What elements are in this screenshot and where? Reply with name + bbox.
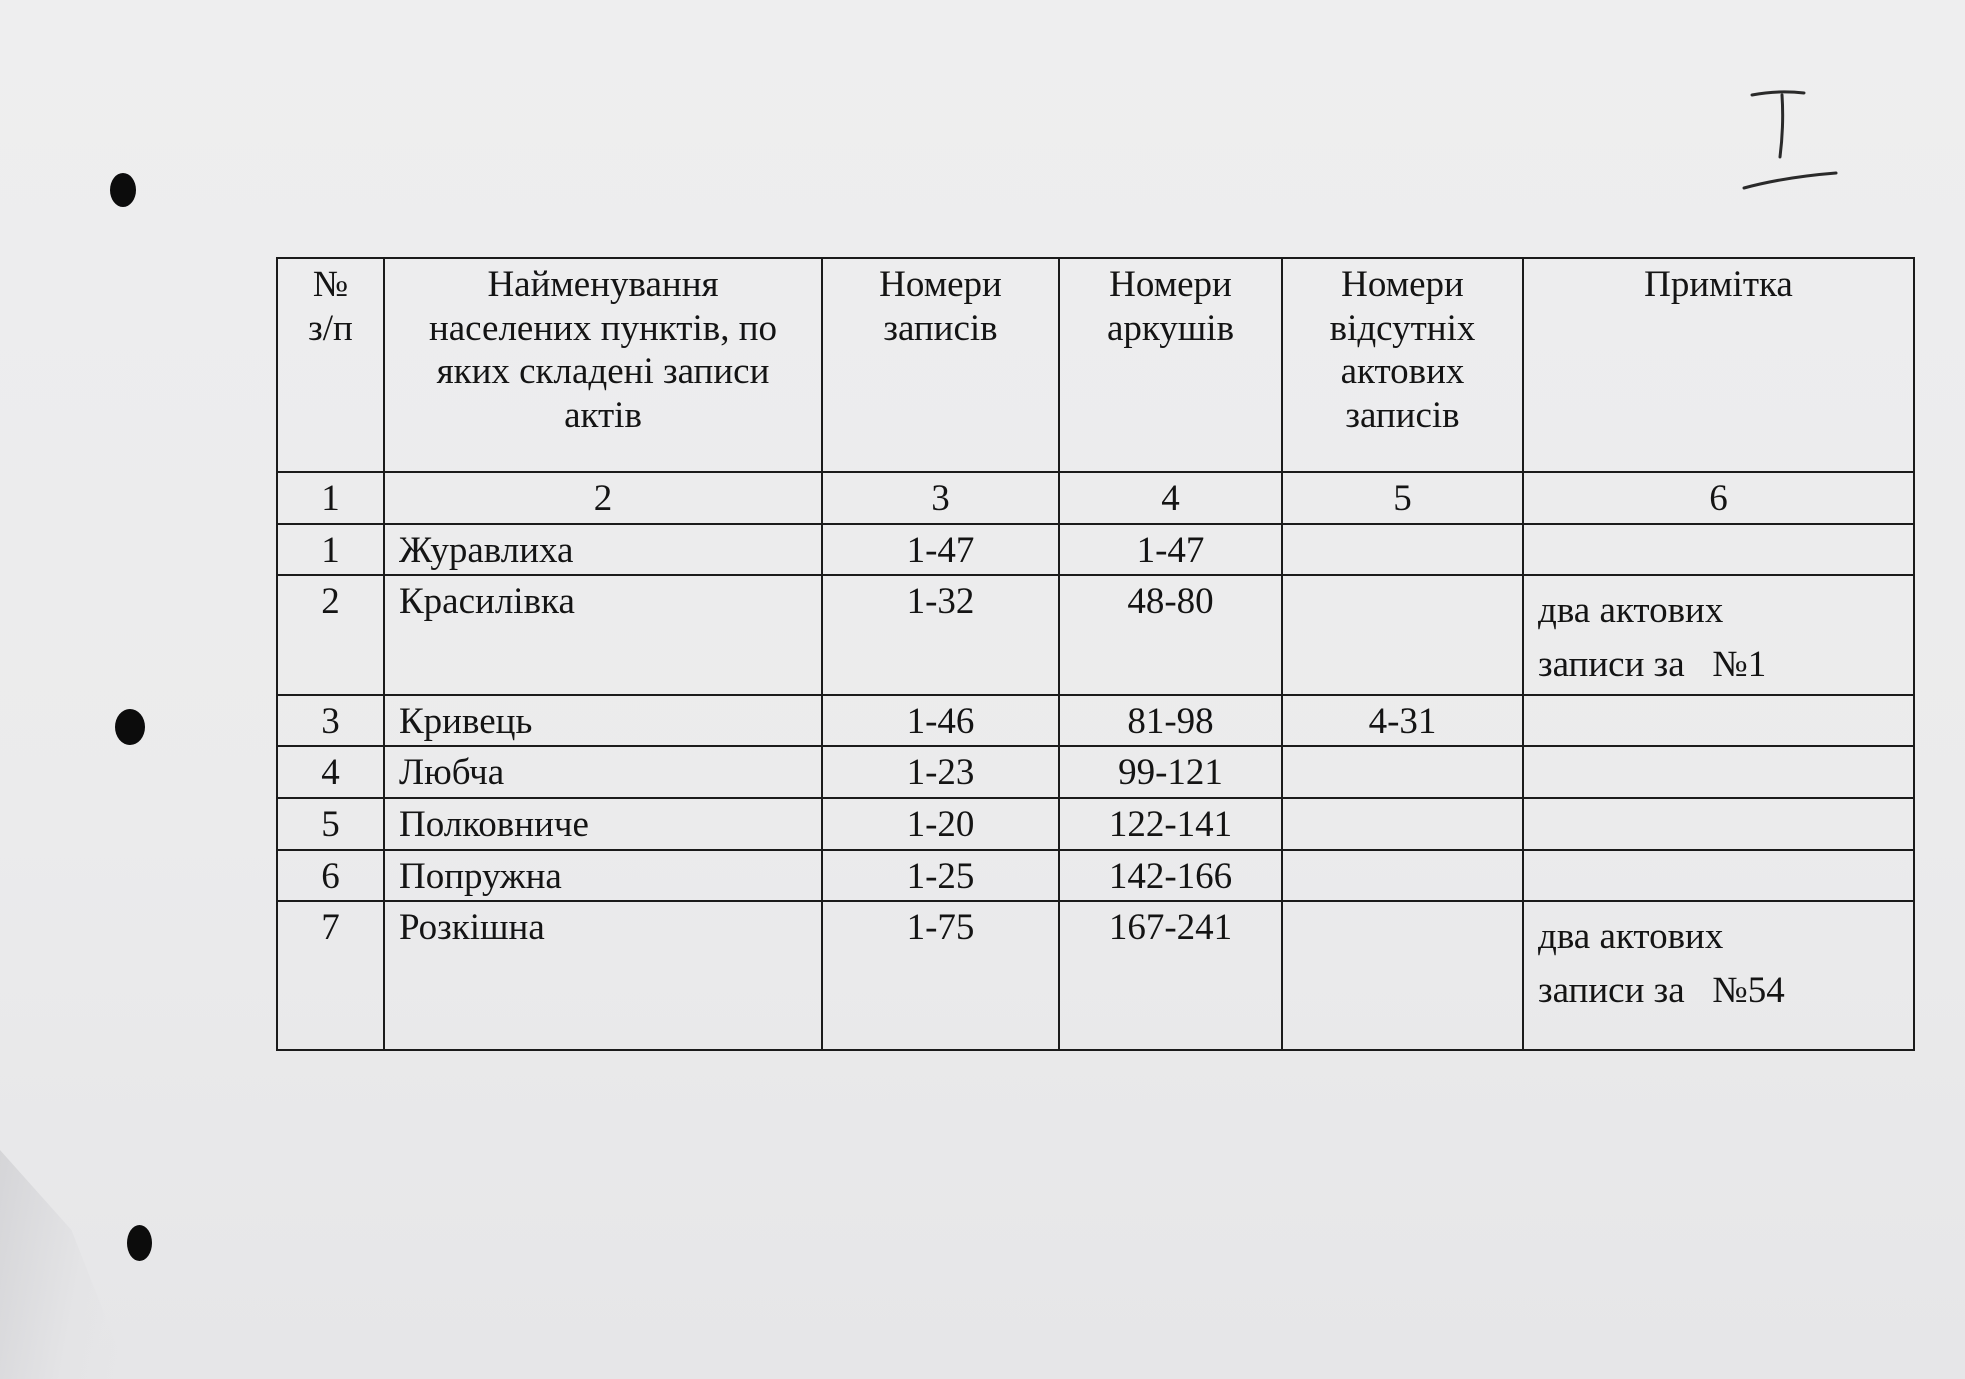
missing-records — [1282, 746, 1523, 798]
note-line-1: два актових — [1538, 590, 1724, 632]
settlement-name: Кривець — [384, 695, 822, 747]
header-record-numbers: Номери записів — [822, 258, 1059, 472]
record-numbers: 1-23 — [822, 746, 1059, 798]
handwritten-roman-numeral-icon — [1740, 85, 1840, 195]
record-numbers: 1-47 — [822, 524, 1059, 576]
header-note: Примітка — [1523, 258, 1914, 472]
column-index-6: 6 — [1523, 472, 1914, 524]
row-number: 2 — [277, 575, 384, 694]
settlement-name: Розкішна — [384, 901, 822, 1050]
sheet-numbers: 48-80 — [1059, 575, 1282, 694]
sheet-numbers: 167-241 — [1059, 901, 1282, 1050]
sheet-numbers: 1-47 — [1059, 524, 1282, 576]
header-settlement-name: Найменування населених пунктів, по яких складені записи актів — [384, 258, 822, 472]
column-index-4: 4 — [1059, 472, 1282, 524]
header-missing-records: Номери відсутніх актових записів — [1282, 258, 1523, 472]
note-cell — [1523, 695, 1914, 747]
column-index-2: 2 — [384, 472, 822, 524]
sheet-numbers: 81-98 — [1059, 695, 1282, 747]
table-row — [277, 695, 1914, 747]
missing-records — [1282, 850, 1523, 902]
missing-records — [1282, 575, 1523, 694]
header-row — [277, 258, 1914, 472]
header-sheet-numbers: Номери аркушів — [1059, 258, 1282, 472]
settlement-name: Попружна — [384, 850, 822, 902]
table-row — [277, 850, 1914, 902]
record-numbers: 1-46 — [822, 695, 1059, 747]
settlement-name: Красилівка — [384, 575, 822, 694]
table-row — [277, 798, 1914, 850]
missing-records — [1282, 524, 1523, 576]
column-index-row — [277, 472, 1914, 524]
note-line-1: два актових — [1538, 916, 1724, 958]
table-row — [277, 575, 1914, 694]
note-cell — [1523, 850, 1914, 902]
settlement-name: Любча — [384, 746, 822, 798]
sheet-numbers: 99-121 — [1059, 746, 1282, 798]
settlement-name: Журавлиха — [384, 524, 822, 576]
missing-records — [1282, 901, 1523, 1050]
records-register-table — [276, 257, 1915, 1051]
record-numbers: 1-25 — [822, 850, 1059, 902]
column-index-5: 5 — [1282, 472, 1523, 524]
header-number: № з/п — [277, 258, 384, 472]
sheet-numbers: 122-141 — [1059, 798, 1282, 850]
row-number: 3 — [277, 695, 384, 747]
note-line-2: записи за №1 — [1538, 643, 1767, 685]
record-numbers: 1-75 — [822, 901, 1059, 1050]
record-numbers: 1-32 — [822, 575, 1059, 694]
note-cell — [1523, 746, 1914, 798]
note-cell — [1523, 524, 1914, 576]
note-cell — [1523, 798, 1914, 850]
handwritten-page-mark — [1740, 85, 1840, 195]
folded-corner — [0, 1150, 130, 1379]
table-row — [277, 901, 1914, 1050]
row-number: 6 — [277, 850, 384, 902]
binder-hole-middle — [115, 709, 145, 745]
column-index-1: 1 — [277, 472, 384, 524]
record-numbers: 1-20 — [822, 798, 1059, 850]
missing-records — [1282, 798, 1523, 850]
row-number: 5 — [277, 798, 384, 850]
column-index-3: 3 — [822, 472, 1059, 524]
note-cell — [1523, 575, 1914, 694]
missing-records: 4-31 — [1282, 695, 1523, 747]
sheet-numbers: 142-166 — [1059, 850, 1282, 902]
binder-hole-top — [110, 173, 136, 207]
binder-hole-bottom — [127, 1225, 152, 1261]
table-row — [277, 524, 1914, 576]
settlement-name: Полковниче — [384, 798, 822, 850]
row-number: 4 — [277, 746, 384, 798]
row-number: 7 — [277, 901, 384, 1050]
note-cell — [1523, 901, 1914, 1050]
table-row — [277, 746, 1914, 798]
note-line-2: записи за №54 — [1538, 969, 1785, 1011]
row-number: 1 — [277, 524, 384, 576]
